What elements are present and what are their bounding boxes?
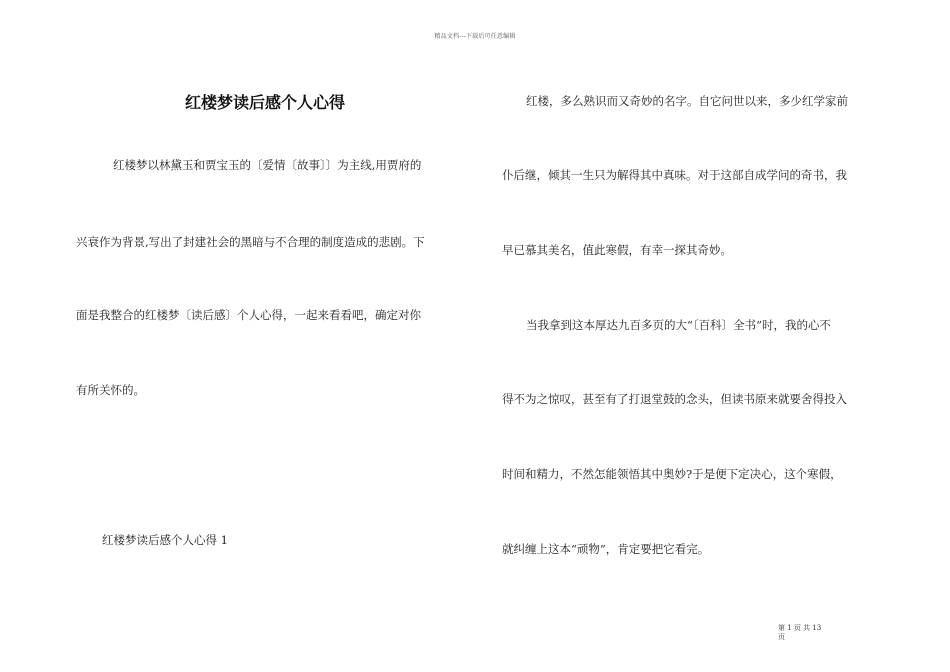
document-title: 红楼梦读后感个人心得	[184, 93, 345, 112]
page-number-line: 页	[778, 633, 785, 641]
right-paragraph-line: 就纠缠上这本“顽物”，肯定要把它看完。	[502, 542, 710, 556]
right-paragraph-line: 仆后继，倾其一生只为解得其中真味。对于这部自成学问的奇书，我	[502, 168, 847, 182]
left-paragraph-line: 兴衰作为背景,写出了封建社会的黑暗与不合理的制度造成的悲剧。下	[76, 235, 425, 249]
page-number-line: 第 1 页 共 13	[778, 624, 822, 632]
right-paragraph-line: 时间和精力，不然怎能领悟其中奥妙?于是便下定决心，这个寒假，	[502, 467, 842, 481]
section-subheading: 红楼梦读后感个人心得 1	[102, 533, 228, 547]
right-paragraph-line: 得不为之惊叹，甚至有了打退堂鼓的念头，但读书原来就要舍得投入	[502, 392, 847, 406]
page-number	[778, 624, 838, 642]
page-header-note: 精品文档---下载后可任意编辑	[434, 33, 516, 40]
right-paragraph-line: 早已慕其美名，值此寒假，有幸一探其奇妙。	[502, 243, 732, 257]
left-paragraph-line: 面是我整合的红楼梦〔读后感〕个人心得，一起来看看吧，确定对你	[76, 308, 421, 322]
right-paragraph-line: 当我拿到这本厚达九百多页的大“〔百科〕全书”时，我的心不	[526, 318, 832, 332]
left-paragraph-line: 红楼梦以林黛玉和贾宝玉的〔爱情〔故事〕〕为主线,用贾府的	[113, 158, 422, 172]
right-paragraph-line: 红楼，多么熟识而又奇妙的名字。自它问世以来，多少红学家前	[526, 94, 848, 108]
left-paragraph-line: 有所关怀的。	[76, 383, 145, 397]
